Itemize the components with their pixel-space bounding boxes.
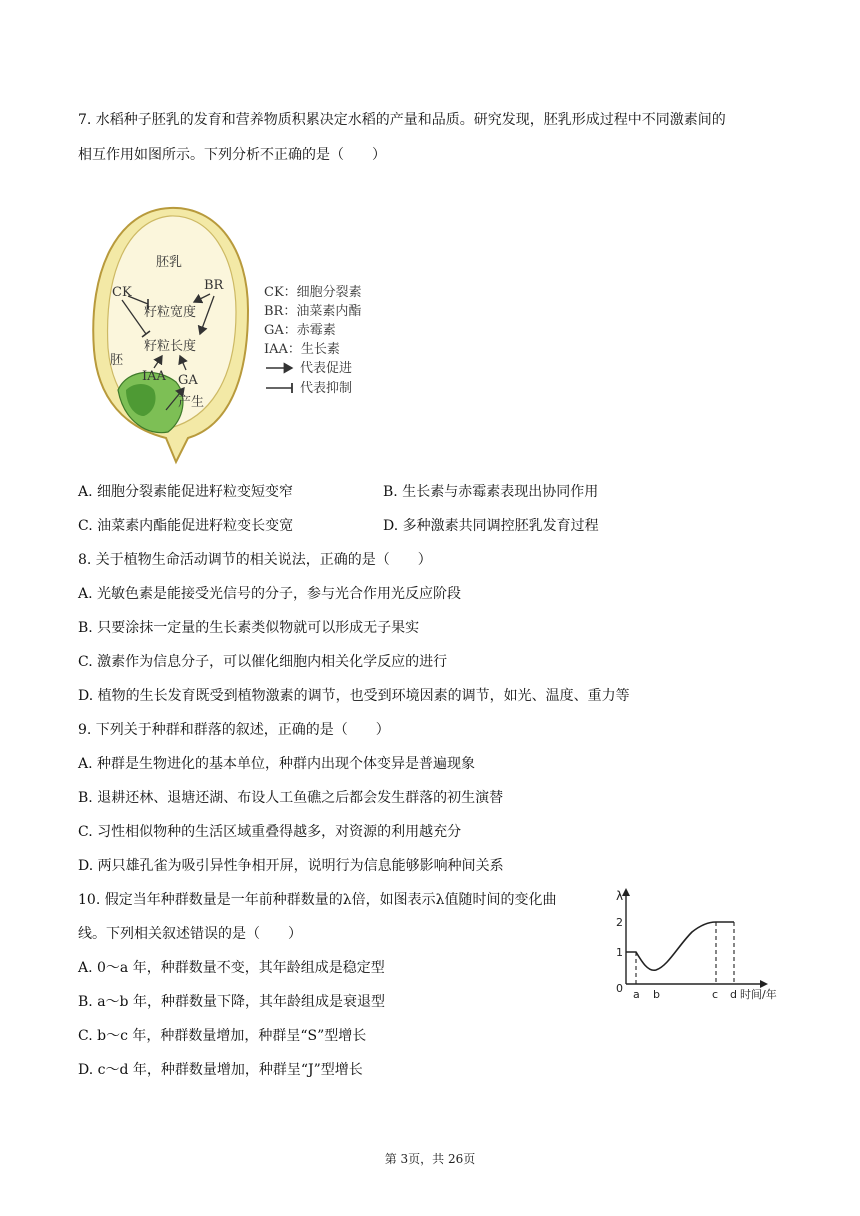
y-axis-label: λ <box>616 889 624 903</box>
endosperm-hormone-diagram <box>88 200 388 470</box>
legend-ck: CK：细胞分裂素 <box>264 285 362 300</box>
q7-option-a[interactable]: A. 细胞分裂素能促进籽粒变短变窄 <box>78 484 294 500</box>
page-footer: 第 3页，共 26页 <box>384 1152 476 1166</box>
label-iaa: IAA <box>142 369 166 384</box>
label-br: BR <box>204 278 224 293</box>
legend-iaa: IAA：生长素 <box>264 342 340 357</box>
label-ga: GA <box>178 373 198 388</box>
q9-option-c[interactable]: C. 习性相似物种的生活区域重叠得越多，对资源的利用越充分 <box>78 824 462 840</box>
q8-option-a[interactable]: A. 光敏色素是能接受光信号的分子，参与光合作用光反应阶段 <box>78 586 462 602</box>
q7-option-d[interactable]: D. 多种激素共同调控胚乳发育过程 <box>383 518 599 534</box>
lambda-time-graph <box>612 886 790 1004</box>
xtick-a: a <box>633 988 640 1001</box>
xtick-b: b <box>653 988 660 1001</box>
q10-option-a[interactable]: A. 0～a 年，种群数量不变，其年龄组成是稳定型 <box>78 960 385 976</box>
label-grain-length: 籽粒长度 <box>144 339 197 354</box>
q10-option-b[interactable]: B. a～b 年，种群数量下降，其年龄组成是衰退型 <box>78 994 385 1010</box>
q8-option-c[interactable]: C. 激素作为信息分子，可以催化细胞内相关化学反应的进行 <box>78 654 448 670</box>
q7-option-c[interactable]: C. 油菜素内酯能促进籽粒变长变宽 <box>78 518 294 534</box>
lambda-curve <box>626 922 734 970</box>
legend-br: BR：油菜素内酯 <box>264 304 362 319</box>
x-axis-label: 时间/年 <box>740 988 777 1001</box>
q10-stem-line2: 线。下列相关叙述错误的是（ ） <box>78 926 302 942</box>
ytick-1: 1 <box>616 946 623 959</box>
q7-option-b[interactable]: B. 生长素与赤霉素表现出协同作用 <box>383 484 599 500</box>
q10-option-d[interactable]: D. c～d 年，种群数量增加，种群呈“J”型增长 <box>78 1062 363 1078</box>
legend-promote: 代表促进 <box>300 361 353 376</box>
q9-option-d[interactable]: D. 两只雄孔雀为吸引异性争相开屏，说明行为信息能够影响种间关系 <box>78 858 504 874</box>
origin-label: 0 <box>616 982 623 995</box>
q8-option-d[interactable]: D. 植物的生长发育既受到植物激素的调节，也受到环境因素的调节，如光、温度、重力等 <box>78 688 630 704</box>
q9-option-a[interactable]: A. 种群是生物进化的基本单位，种群内出现个体变异是普遍现象 <box>78 756 476 772</box>
q9-option-b[interactable]: B. 退耕还林、退塘还湖、布设人工鱼礁之后都会发生群落的初生演替 <box>78 790 504 806</box>
q8-option-b[interactable]: B. 只要涂抹一定量的生长素类似物就可以形成无子果实 <box>78 620 420 636</box>
q10-option-c[interactable]: C. b～c 年，种群数量增加，种群呈“S”型增长 <box>78 1028 367 1044</box>
label-produce: 产生 <box>178 395 205 410</box>
q7-stem-line1: 7. 水稻种子胚乳的发育和营养物质积累决定水稻的产量和品质。研究发现，胚乳形成过程中不同激素间的 <box>78 112 726 128</box>
label-ck: CK <box>112 285 132 300</box>
legend-ga: GA：赤霉素 <box>264 323 336 338</box>
label-embryo: 胚 <box>110 353 124 368</box>
xtick-d: d <box>730 988 737 1001</box>
q10-stem-line1: 10. 假定当年种群数量是一年前种群数量的λ倍，如图表示λ值随时间的变化曲 <box>78 892 557 908</box>
legend-inhibit: 代表抑制 <box>300 381 353 396</box>
xtick-c: c <box>712 988 719 1001</box>
q9-stem: 9. 下列关于种群和群落的叙述，正确的是（ ） <box>78 722 390 738</box>
q8-stem: 8. 关于植物生命活动调节的相关说法，正确的是（ ） <box>78 552 432 568</box>
label-grain-width: 籽粒宽度 <box>144 305 197 320</box>
label-endosperm: 胚乳 <box>156 255 183 270</box>
ytick-2: 2 <box>616 916 623 929</box>
q7-stem-line2: 相互作用如图所示。下列分析不正确的是（ ） <box>78 147 386 163</box>
